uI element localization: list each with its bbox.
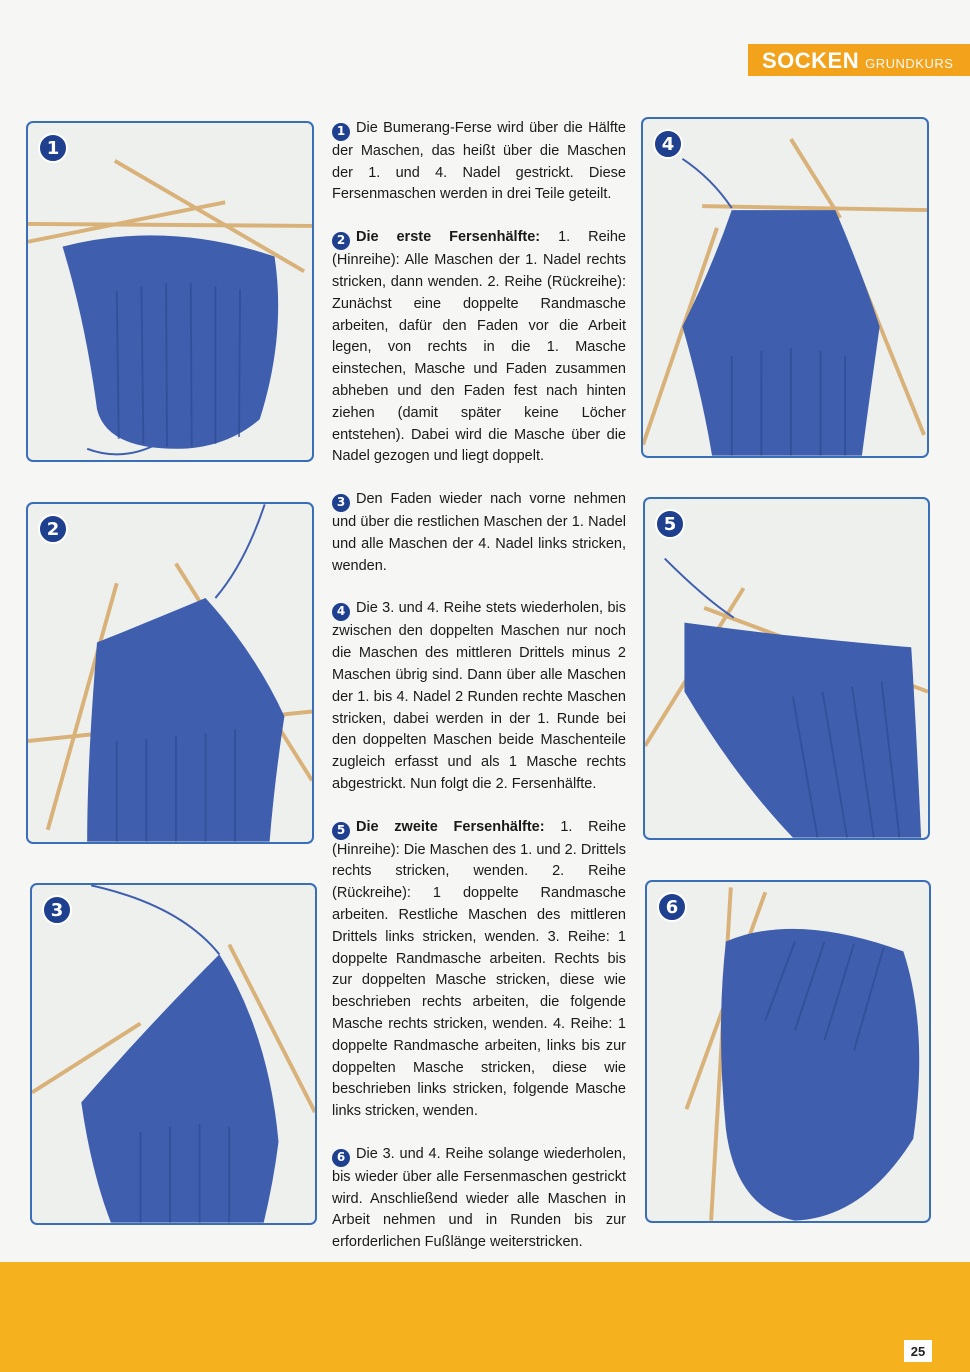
footer-band xyxy=(0,1262,970,1372)
photo-step-5 xyxy=(643,497,930,840)
photo-number-badge: 4 xyxy=(653,129,683,159)
step-5-paragraph xyxy=(332,817,626,1123)
step-2-paragraph xyxy=(332,227,626,468)
photo-number-badge: 5 xyxy=(655,509,685,539)
step-6-paragraph xyxy=(332,1144,626,1254)
page-number: 25 xyxy=(904,1340,932,1362)
sock-illustration-icon xyxy=(32,885,315,1223)
step-1-paragraph xyxy=(332,118,626,206)
step-text: 1. Reihe (Hinreihe): Die Maschen des 1. und 2. Drittels rechts stricken, wenden. 2. Reihe (Rückreihe): 1 doppelte Randmasche arbeiten. Restliche Maschen des mittleren Drittels links stricken, wenden. 3. Reihe: 1 doppelte Randmasche arbeiten. Rechts bis zur doppelten Masche stricken, diese wie beschrieben rechts arbeiten, die folgende Masche rechts stricken, wenden. 4. Reihe: 1 doppelte Randmasche arbeiten, links bis zur doppelten Masche stricken, diese wie beschrieben links stricken, folgende Masche links stricken, wenden. xyxy=(332,818,627,1120)
photo-step-6 xyxy=(645,880,931,1223)
section-subtitle: GRUNDKURS xyxy=(865,56,954,71)
photo-number-badge: 3 xyxy=(42,895,72,925)
instruction-text-column xyxy=(332,118,626,1275)
photo-step-4 xyxy=(641,117,929,458)
photo-step-2 xyxy=(26,502,314,844)
step-text: Die 3. und 4. Reihe solange wiederholen, bis wieder über alle Fersenmaschen gestrickt wird. Anschließend wieder alle Maschen in Arbeit nehmen und in Runden bis zur erforderlichen Fußlänge weiterstricken. xyxy=(332,1145,626,1251)
step-text: Den Faden wieder nach vorne nehmen und über die restlichen Maschen der 1. Nadel und alle Maschen der 4. Nadel links stricken, wenden. xyxy=(332,491,626,574)
photo-step-1 xyxy=(26,121,314,462)
sock-illustration-icon xyxy=(643,119,927,456)
step-number-badge: 5 xyxy=(332,822,350,840)
step-4-paragraph xyxy=(332,598,626,795)
section-header-tab xyxy=(748,44,970,76)
step-number-badge: 4 xyxy=(332,603,350,621)
sock-illustration-icon xyxy=(647,882,929,1221)
sock-illustration-icon xyxy=(28,123,312,460)
step-title: Die erste Fersenhälfte: xyxy=(356,229,541,246)
step-title: Die zweite Fersenhälfte: xyxy=(356,818,545,835)
step-text: Die 3. und 4. Reihe stets wiederholen, bis zwischen den doppelten Maschen nur noch die Maschen des mittleren Drittels minus 2 Maschen übrig sind. Dann über alle Maschen der 1. bis 4. Nadel 2 Runden rechte Maschen stricken, dabei werden in der 1. Runde bei den doppelten Maschen beide Maschenteile zugleich erfasst und als 1 Masche rechts abgestrickt. Nun folgt die 2. Fersenhälfte. xyxy=(332,600,626,792)
step-number-badge: 3 xyxy=(332,494,350,512)
step-text: 1. Reihe (Hinreihe): Alle Maschen der 1. Nadel rechts stricken, dann wenden. 2. Reihe (Rückreihe): Zunächst eine doppelte Randmasche arbeiten, dafür den Faden vor die Arbeit legen, von rechts in die 1. Masche einstechen, Masche und Faden zusammen abheben und den Faden fest nach hinten ziehen (damit später keine Löcher entstehen). Dabei wird die Masche über die Nadel gezogen und liegt doppelt. xyxy=(332,229,626,465)
section-title: SOCKEN xyxy=(762,48,860,73)
sock-illustration-icon xyxy=(28,504,312,842)
step-text: Die Bumerang-Ferse wird über die Hälfte der Maschen, das heißt über die Maschen der 1. und 4. Nadel gestrickt. Diese Fersenmaschen werden in drei Teile geteilt. xyxy=(332,120,626,203)
photo-number-badge: 1 xyxy=(38,133,68,163)
step-number-badge: 2 xyxy=(332,232,350,250)
step-number-badge: 1 xyxy=(332,123,350,141)
step-number-badge: 6 xyxy=(332,1149,350,1167)
photo-number-badge: 2 xyxy=(38,514,68,544)
photo-number-badge: 6 xyxy=(657,892,687,922)
step-3-paragraph xyxy=(332,489,626,577)
photo-step-3 xyxy=(30,883,317,1225)
sock-illustration-icon xyxy=(645,499,928,838)
